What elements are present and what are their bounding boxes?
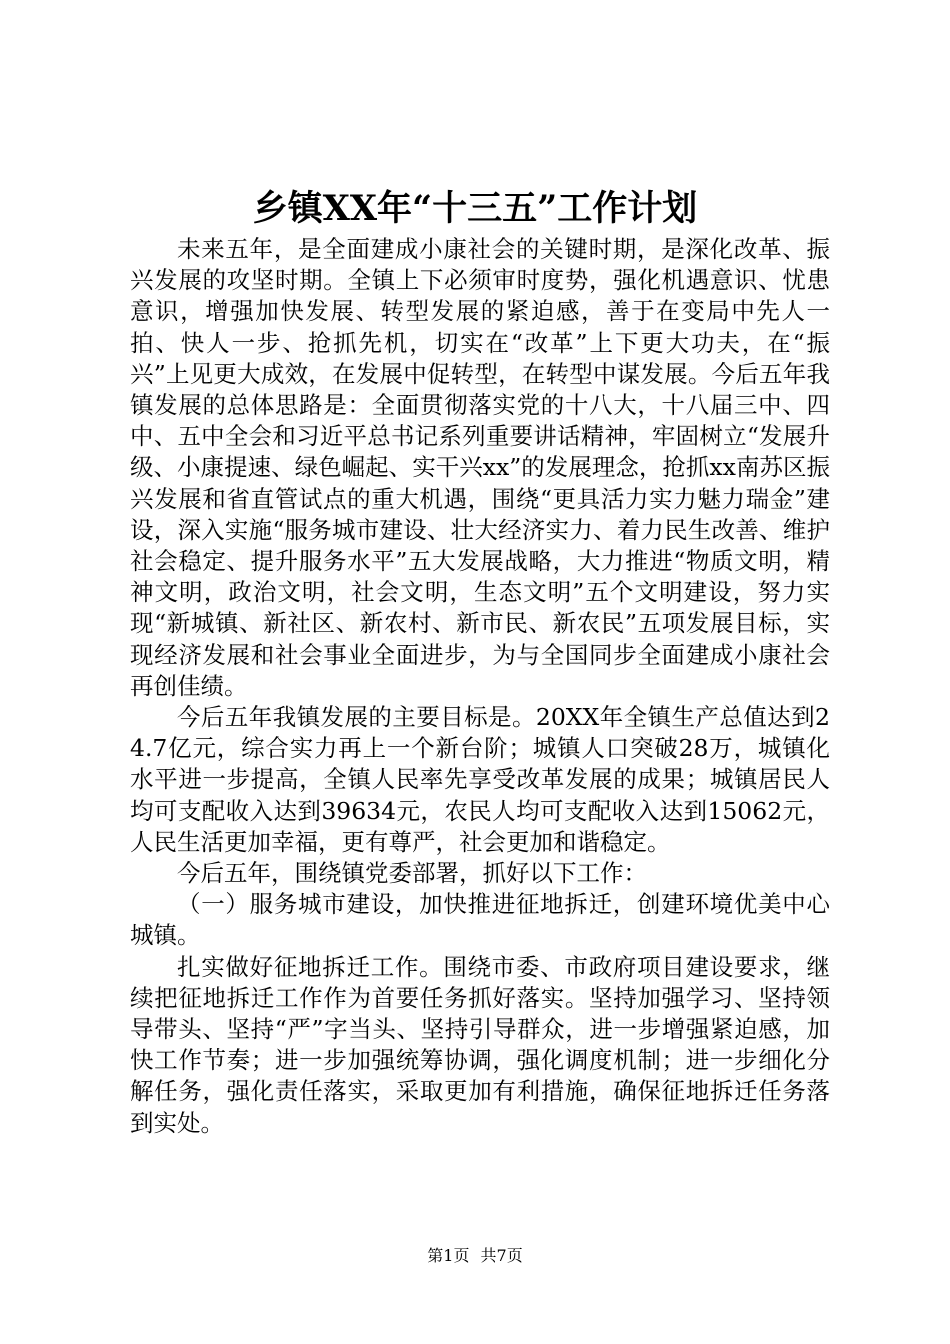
paragraph-5: 扎实做好征地拆迁工作。围绕市委、市政府项目建设要求，继续把征地拆迁工作作为首要任务抓好落实。坚持加强学习、坚持领导带头、坚持“严”字当头、坚持引导群众，进一步增强紧迫感，加快工作节奏；进一步加强统筹协调，强化调度机制；进一步细化分解任务，强化责任落实，采取更加有利措施，确保征地拆迁任务落到实处。: [130, 952, 830, 1137]
paragraph-4: （一）服务城市建设，加快推进征地拆迁，创建环境优美中心城镇。: [130, 890, 830, 950]
page-footer: [0, 1245, 950, 1267]
paragraph-3: 今后五年，围绕镇党委部署，抓好以下工作：: [177, 859, 647, 888]
paragraph-1: 未来五年，是全面建成小康社会的关键时期，是深化改革、振兴发展的攻坚时期。全镇上下必须审时度势，强化机遇意识、忧患意识，增强加快发展、转型发展的紧迫感，善于在变局中先人一拍、快人一步、抢抓先机，切实在“改革”上下更大功夫，在“振兴”上见更大成效，在发展中促转型，在转型中谋发展。今后五年我镇发展的总体思路是：全面贯彻落实党的十八大，十八届三中、四中、五中全会和习近平总书记系列重要讲话精神，牢固树立“发展升级、小康提速、绿色崛起、实干兴xx”的发展理念，抢抓xx南苏区振兴发展和省直管试点的重大机遇，围绕“更具活力实力魅力瑞金”建设，深入实施“服务城市建设、壮大经济实力、着力民生改善、维护社会稳定、提升服务水平”五大发展战略，大力推进“物质文明，精神文明，政治文明，社会文明，生态文明”五个文明建设，努力实现“新城镇、新社区、新农村、新市民、新农民”五项发展目标，实现经济发展和社会事业全面进步，为与全国同步全面建成小康社会再创佳绩。: [130, 235, 830, 700]
page-number-total: 共7页: [480, 1246, 523, 1265]
paragraph-2: 今后五年我镇发展的主要目标是。20XX年全镇生产总值达到24.7亿元，综合实力再上一个新台阶；城镇人口突破28万，城镇化水平进一步提高，全镇人民率先享受改革发展的成果；城镇居民人均可支配收入达到39634元，农民人均可支配收入达到15062元，人民生活更加幸福，更有尊严，社会更加和谐稳定。: [130, 703, 830, 856]
document-body: [130, 234, 830, 1139]
page-number-current: 第1页: [427, 1246, 470, 1265]
document-title: 乡镇XX年“十三五”工作计划: [252, 188, 698, 229]
